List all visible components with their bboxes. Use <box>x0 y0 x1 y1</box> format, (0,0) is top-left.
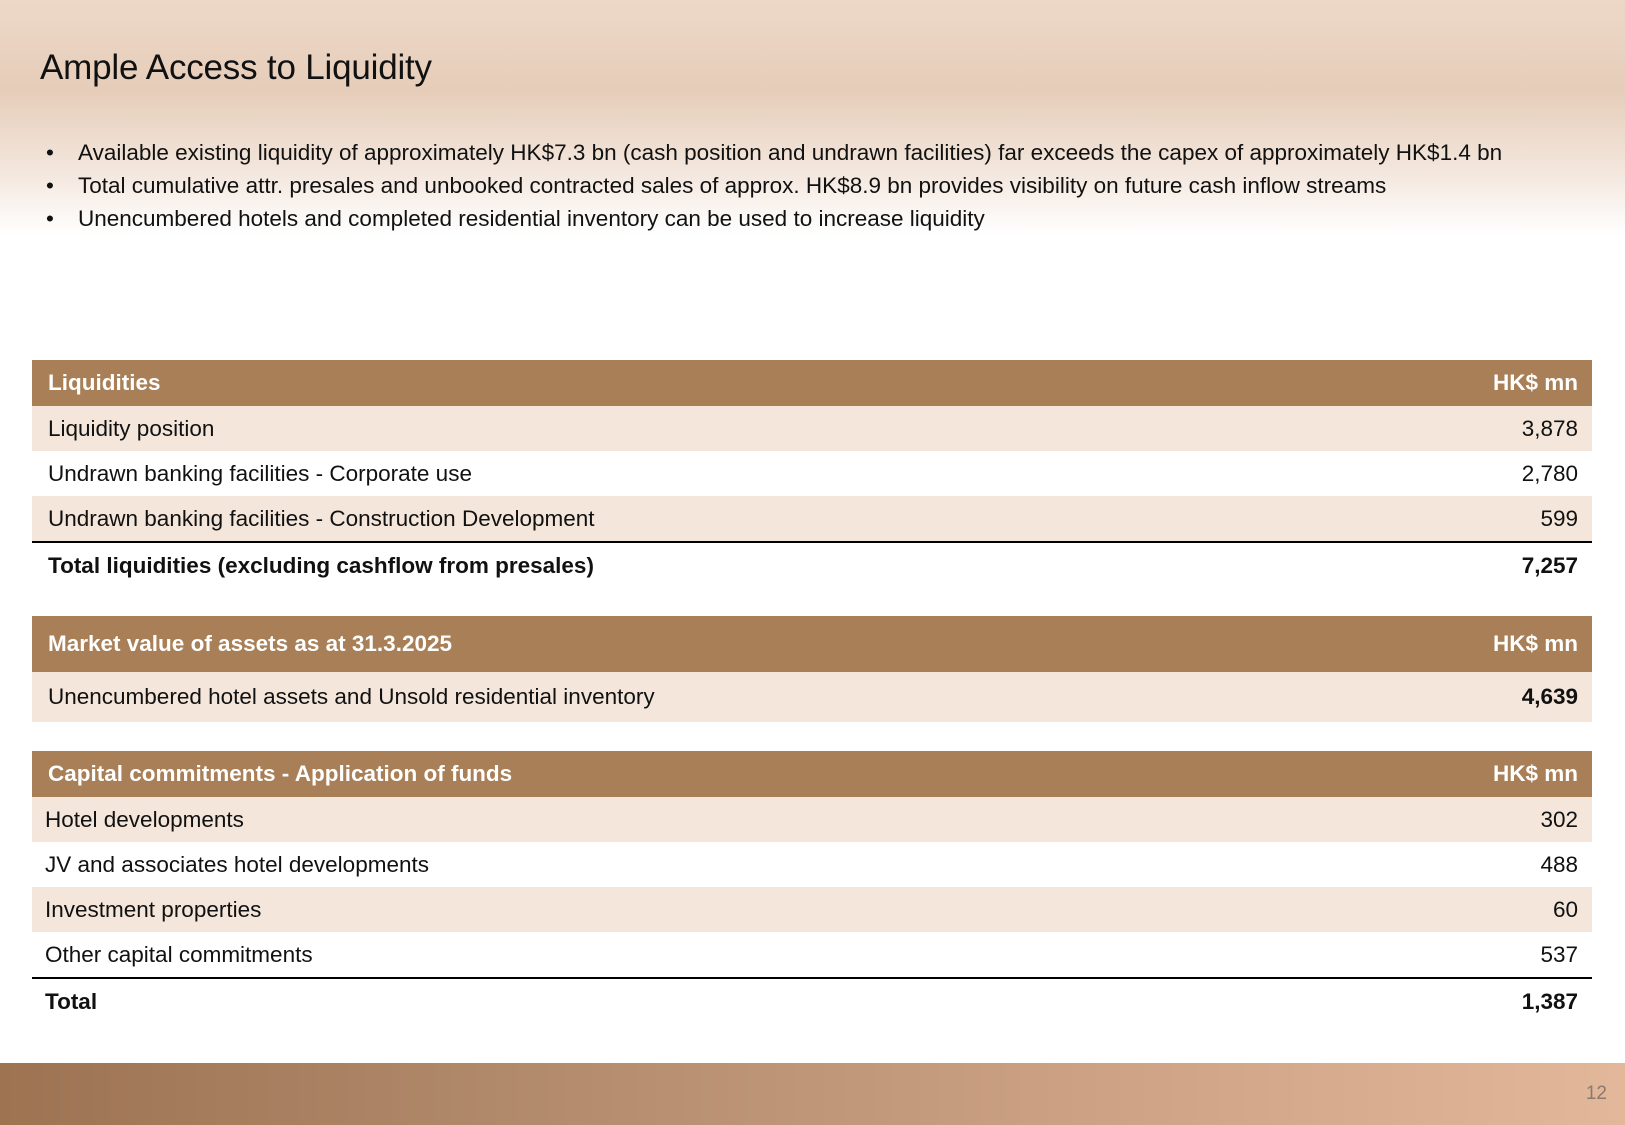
footer-bar <box>0 1063 1625 1125</box>
total-label: Total liquidities (excluding cashflow from presales) <box>32 542 1372 588</box>
row-label: Other capital commitments <box>32 932 1372 978</box>
row-label: Unencumbered hotel assets and Unsold residential inventory <box>32 672 1372 722</box>
table-row <box>32 451 1592 496</box>
row-value: 3,878 <box>1372 406 1592 451</box>
table-row <box>32 887 1592 932</box>
unit-header: HK$ mn <box>1372 616 1592 672</box>
bullet-marker: • <box>46 140 54 165</box>
total-row <box>32 542 1592 588</box>
row-label: Investment properties <box>32 887 1372 932</box>
row-value: 4,639 <box>1372 672 1592 722</box>
liquidities-header: Liquidities <box>32 360 1372 406</box>
table-row <box>32 496 1592 542</box>
row-value: 302 <box>1372 797 1592 842</box>
total-label: Total <box>32 978 1372 1024</box>
table-row <box>32 672 1592 722</box>
unit-header: HK$ mn <box>1372 751 1592 797</box>
page-number: 12 <box>1585 1083 1607 1104</box>
bullet-marker: • <box>46 173 54 198</box>
table-header-row <box>32 360 1592 406</box>
row-label: JV and associates hotel developments <box>32 842 1372 887</box>
table-row <box>32 932 1592 978</box>
slide-title: Ample Access to Liquidity <box>40 48 432 87</box>
row-label: Liquidity position <box>32 406 1372 451</box>
row-value: 488 <box>1372 842 1592 887</box>
bullet-text: Unencumbered hotels and completed residential inventory can be used to increase liquidity <box>78 206 985 231</box>
total-row <box>32 978 1592 1024</box>
market-value-header: Market value of assets as at 31.3.2025 <box>32 616 1372 672</box>
table-row <box>32 797 1592 842</box>
table-header-row <box>32 751 1592 797</box>
bullet-item <box>46 171 1566 200</box>
bullet-item <box>46 204 1566 233</box>
row-value: 599 <box>1372 496 1592 542</box>
total-value: 1,387 <box>1372 978 1592 1024</box>
bullet-text: Available existing liquidity of approximately HK$7.3 bn (cash position and undrawn facilities) far exceeds the capex of approximately HK$1.4 bn <box>78 140 1503 165</box>
row-label: Hotel developments <box>32 797 1372 842</box>
unit-header: HK$ mn <box>1372 360 1592 406</box>
row-label: Undrawn banking facilities - Construction Development <box>32 496 1372 542</box>
bullet-text: Total cumulative attr. presales and unbooked contracted sales of approx. HK$8.9 bn provides visibility on future cash inflow streams <box>78 173 1387 198</box>
table-row <box>32 842 1592 887</box>
row-value: 60 <box>1372 887 1592 932</box>
bullet-list <box>46 138 1566 237</box>
table-row <box>32 406 1592 451</box>
bullet-item <box>46 138 1566 167</box>
row-value: 537 <box>1372 932 1592 978</box>
capital-commitments-header: Capital commitments - Application of funds <box>32 751 1372 797</box>
liquidities-table <box>32 360 1592 588</box>
capital-commitments-table <box>32 751 1592 1024</box>
total-value: 7,257 <box>1372 542 1592 588</box>
table-header-row <box>32 616 1592 672</box>
bullet-marker: • <box>46 206 54 231</box>
row-label: Undrawn banking facilities - Corporate use <box>32 451 1372 496</box>
row-value: 2,780 <box>1372 451 1592 496</box>
market-value-table <box>32 616 1592 722</box>
